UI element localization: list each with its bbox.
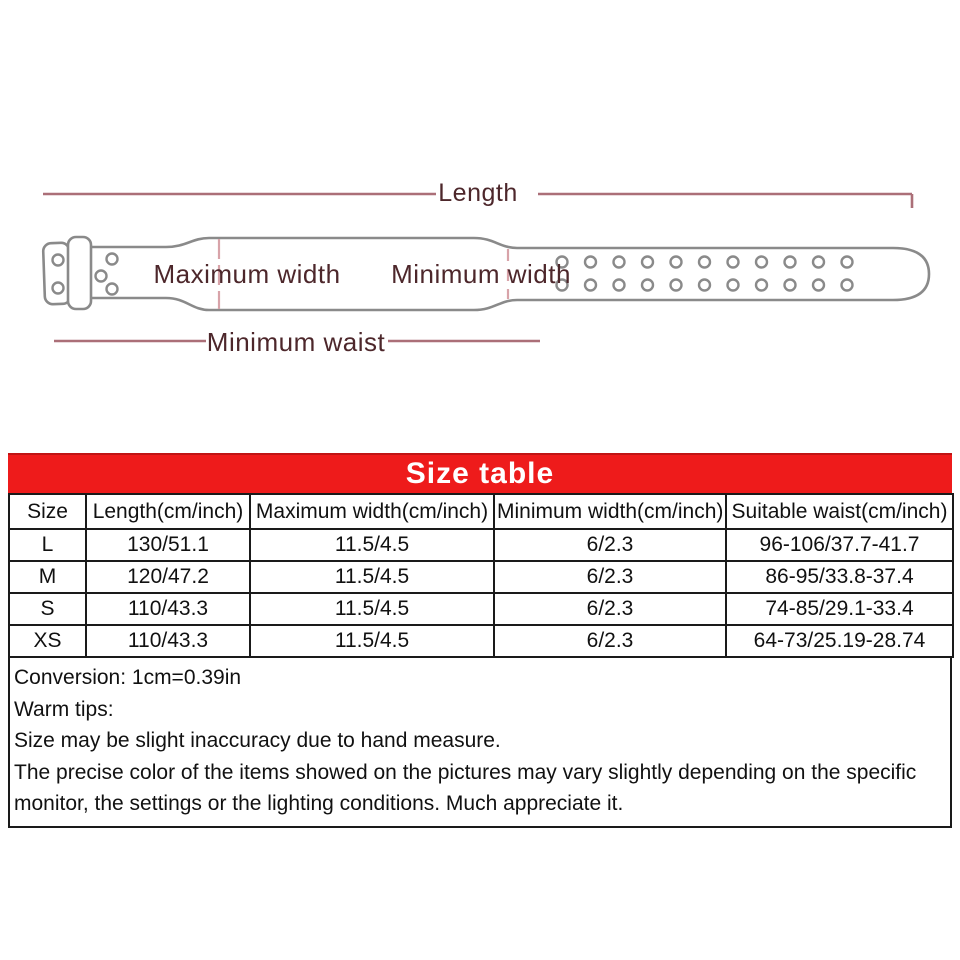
belt-hole [785, 257, 796, 268]
size-table [8, 493, 954, 658]
table-row [9, 529, 953, 561]
table-cell: 120/47.2 [86, 561, 250, 593]
belt-hole [671, 280, 682, 291]
minimum-width-label: Minimum width [391, 259, 571, 289]
column-header-waist: Suitable waist(cm/inch) [726, 494, 953, 529]
minimum-waist-label: Minimum waist [206, 327, 386, 357]
belt-hole [642, 280, 653, 291]
table-cell: L [9, 529, 86, 561]
belt-hole [842, 280, 853, 291]
table-cell: 11.5/4.5 [250, 625, 494, 657]
table-cell: 6/2.3 [494, 593, 726, 625]
table-cell: 96-106/37.7-41.7 [726, 529, 953, 561]
belt-hole [107, 284, 118, 295]
belt-hole [813, 280, 824, 291]
table-header-row [9, 494, 953, 529]
belt-hole [699, 257, 710, 268]
table-cell: 11.5/4.5 [250, 561, 494, 593]
length-label: Length [438, 179, 518, 207]
table-cell: 6/2.3 [494, 529, 726, 561]
column-header-size: Size [9, 494, 86, 529]
belt-hole [842, 257, 853, 268]
table-cell: 11.5/4.5 [250, 529, 494, 561]
table-cell: 74-85/29.1-33.4 [726, 593, 953, 625]
notes-section [8, 658, 952, 828]
table-row [9, 561, 953, 593]
belt-hole [96, 271, 107, 282]
table-cell: 6/2.3 [494, 561, 726, 593]
column-header-length: Length(cm/inch) [86, 494, 250, 529]
note-size-accuracy: Size may be slight inaccuracy due to hand measure. [14, 729, 501, 752]
column-header-min-width: Minimum width(cm/inch) [494, 494, 726, 529]
note-color-line1: The precise color of the items showed on the pictures may vary slightly depending on the specific [14, 760, 917, 784]
table-cell: S [9, 593, 86, 625]
maximum-width-label: Maximum width [153, 259, 341, 289]
table-cell: M [9, 561, 86, 593]
belt-diagram [0, 0, 960, 430]
belt-hole [585, 280, 596, 291]
size-table-title: Size table [8, 453, 952, 493]
size-table-section [8, 453, 952, 828]
belt-hole [642, 257, 653, 268]
belt-hole [699, 280, 710, 291]
table-cell: 130/51.1 [86, 529, 250, 561]
belt-hole [785, 280, 796, 291]
belt-hole [728, 257, 739, 268]
belt-hole [614, 280, 625, 291]
table-cell: 64-73/25.19-28.74 [726, 625, 953, 657]
belt-hole [53, 283, 64, 294]
table-row [9, 625, 953, 657]
belt-hole [756, 280, 767, 291]
belt-hole [756, 257, 767, 268]
note-warm-tips: Warm tips: [14, 697, 114, 721]
belt-hole [671, 257, 682, 268]
note-conversion: Conversion: 1cm=0.39in [14, 666, 242, 689]
belt-hole [107, 254, 118, 265]
belt-keeper [68, 237, 91, 309]
table-cell: 6/2.3 [494, 625, 726, 657]
belt-hole [728, 280, 739, 291]
belt-hole [585, 257, 596, 268]
table-cell: 86-95/33.8-37.4 [726, 561, 953, 593]
table-cell: 110/43.3 [86, 593, 250, 625]
belt-hole [53, 255, 64, 266]
table-cell: XS [9, 625, 86, 657]
table-row [9, 593, 953, 625]
table-cell: 11.5/4.5 [250, 593, 494, 625]
note-color-line2: monitor, the settings or the lighting conditions. Much appreciate it. [14, 792, 624, 815]
belt-hole [813, 257, 824, 268]
belt-hole [614, 257, 625, 268]
column-header-max-width: Maximum width(cm/inch) [250, 494, 494, 529]
table-cell: 110/43.3 [86, 625, 250, 657]
